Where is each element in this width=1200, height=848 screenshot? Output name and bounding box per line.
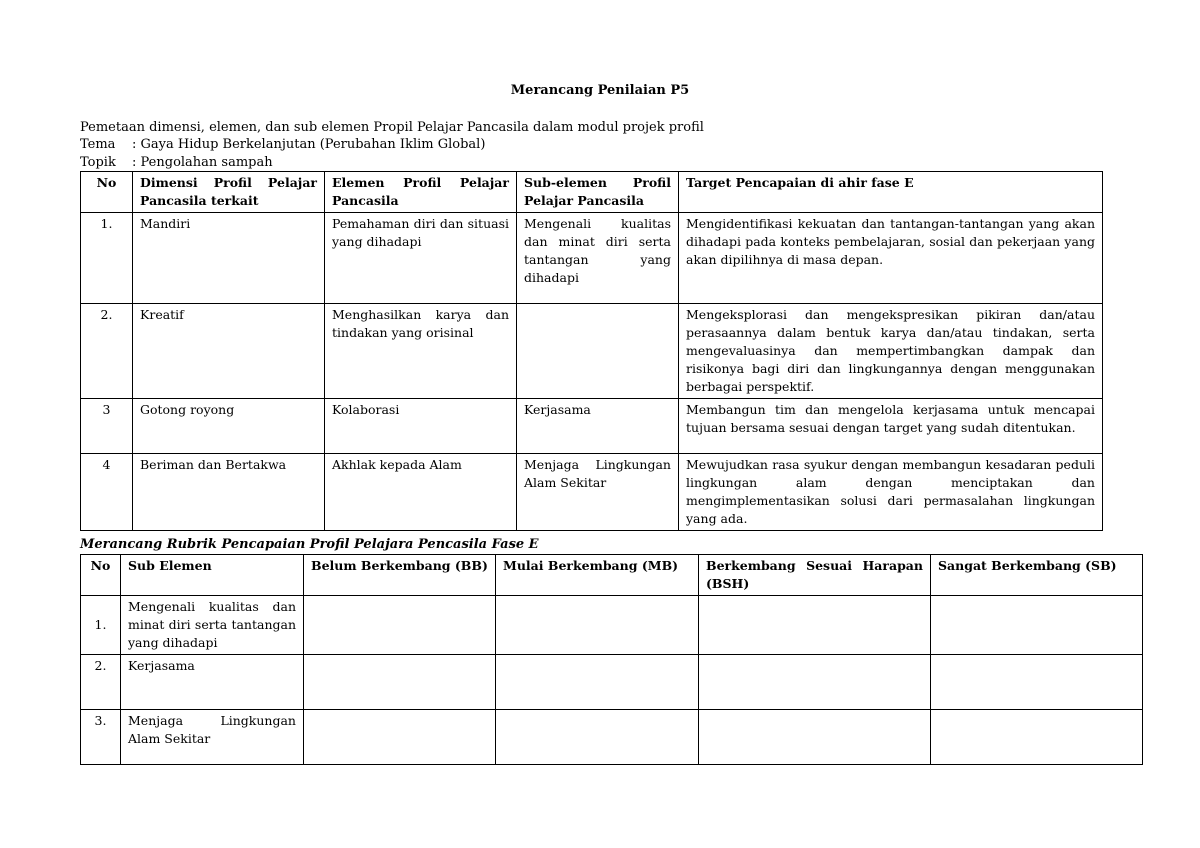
tema-label: Tema bbox=[80, 137, 116, 152]
tema-line bbox=[80, 136, 485, 153]
topik-value: : Pengolahan sampah bbox=[132, 155, 273, 170]
row-elemen: Pemahaman diri dan situasi yang dihadapi bbox=[325, 213, 517, 304]
table-row bbox=[81, 213, 1103, 304]
cell-bsh bbox=[699, 710, 931, 765]
cell-bsh bbox=[699, 655, 931, 710]
table-row bbox=[81, 454, 1103, 531]
cell-bb bbox=[304, 596, 496, 655]
header-elemen: Elemen Profil Pelajar Pancasila bbox=[325, 172, 517, 213]
cell-bb bbox=[304, 710, 496, 765]
page-title: Merancang Penilaian P5 bbox=[510, 83, 690, 98]
row-target: Membangun tim dan mengelola kerjasama untuk mencapai tujuan bersama sesuai dengan target yang sudah ditentukan. bbox=[679, 399, 1103, 454]
row-no: 4 bbox=[81, 454, 133, 531]
row-no: 2. bbox=[81, 304, 133, 399]
row-sub-elemen: Menjaga Lingkungan Alam Sekitar bbox=[121, 710, 304, 765]
topik-label: Topik bbox=[80, 155, 116, 170]
row-no: 1. bbox=[81, 596, 121, 655]
header-sb: Sangat Berkembang (SB) bbox=[931, 555, 1143, 596]
header-mb: Mulai Berkembang (MB) bbox=[496, 555, 699, 596]
row-sub-elemen: Kerjasama bbox=[517, 399, 679, 454]
header-target: Target Pencapaian di ahir fase E bbox=[679, 172, 1103, 213]
cell-sb bbox=[931, 596, 1143, 655]
table-row bbox=[81, 596, 1143, 655]
row-dimensi: Mandiri bbox=[133, 213, 325, 304]
table-row bbox=[81, 710, 1143, 765]
header-dimensi: Dimensi Profil Pelajar Pancasila terkait bbox=[133, 172, 325, 213]
cell-sb bbox=[931, 655, 1143, 710]
row-no: 3. bbox=[81, 710, 121, 765]
row-sub-elemen: Mengenali kualitas dan minat diri serta tantangan yang dihadapi bbox=[517, 213, 679, 304]
row-elemen: Kolaborasi bbox=[325, 399, 517, 454]
cell-mb bbox=[496, 596, 699, 655]
rubric-table bbox=[80, 554, 1143, 765]
table-header-row bbox=[81, 555, 1143, 596]
cell-mb bbox=[496, 655, 699, 710]
header-sub-elemen: Sub-elemen Profil Pelajar Pancasila bbox=[517, 172, 679, 213]
row-sub-elemen bbox=[517, 304, 679, 399]
row-sub-elemen: Menjaga Lingkungan Alam Sekitar bbox=[517, 454, 679, 531]
header-bsh: Berkembang Sesuai Harapan (BSH) bbox=[699, 555, 931, 596]
rubric-section-title: Merancang Rubrik Pencapaian Profil Pelajara Pencasila Fase E bbox=[80, 537, 539, 552]
table-row bbox=[81, 399, 1103, 454]
tema-value: : Gaya Hidup Berkelanjutan (Perubahan Iklim Global) bbox=[132, 137, 486, 152]
header-no: No bbox=[81, 555, 121, 596]
cell-bsh bbox=[699, 596, 931, 655]
topik-line bbox=[80, 154, 273, 171]
row-no: 2. bbox=[81, 655, 121, 710]
row-sub-elemen: Mengenali kualitas dan minat diri serta tantangan yang dihadapi bbox=[121, 596, 304, 655]
row-dimensi: Kreatif bbox=[133, 304, 325, 399]
profile-mapping-table bbox=[80, 171, 1103, 531]
row-no: 3 bbox=[81, 399, 133, 454]
header-bb: Belum Berkembang (BB) bbox=[304, 555, 496, 596]
row-no: 1. bbox=[81, 213, 133, 304]
table-header-row bbox=[81, 172, 1103, 213]
row-target: Mengidentifikasi kekuatan dan tantangan-tantangan yang akan dihadapi pada konteks pembelajaran, sosial dan pekerjaan yang akan dipilihnya di masa depan. bbox=[679, 213, 1103, 304]
cell-sb bbox=[931, 710, 1143, 765]
row-elemen: Akhlak kepada Alam bbox=[325, 454, 517, 531]
cell-bb bbox=[304, 655, 496, 710]
row-elemen: Menghasilkan karya dan tindakan yang orisinal bbox=[325, 304, 517, 399]
row-dimensi: Beriman dan Bertakwa bbox=[133, 454, 325, 531]
row-target: Mewujudkan rasa syukur dengan membangun kesadaran peduli lingkungan alam dengan menciptakan dan mengimplementasikan solusi dari permasalahan lingkungan yang ada. bbox=[679, 454, 1103, 531]
header-sub-elemen: Sub Elemen bbox=[121, 555, 304, 596]
intro-description: Pemetaan dimensi, elemen, dan sub elemen Propil Pelajar Pancasila dalam modul projek profil bbox=[80, 120, 704, 135]
table-row bbox=[81, 655, 1143, 710]
cell-mb bbox=[496, 710, 699, 765]
row-sub-elemen: Kerjasama bbox=[121, 655, 304, 710]
header-no: No bbox=[81, 172, 133, 213]
table-row bbox=[81, 304, 1103, 399]
row-target: Mengeksplorasi dan mengekspresikan pikiran dan/atau perasaannya dalam bentuk karya dan/atau tindakan, serta mengevaluasinya dan mempertimbangkan dampak dan risikonya bagi diri dan lingkungannya dengan menggunakan berbagai perspektif. bbox=[679, 304, 1103, 399]
row-dimensi: Gotong royong bbox=[133, 399, 325, 454]
